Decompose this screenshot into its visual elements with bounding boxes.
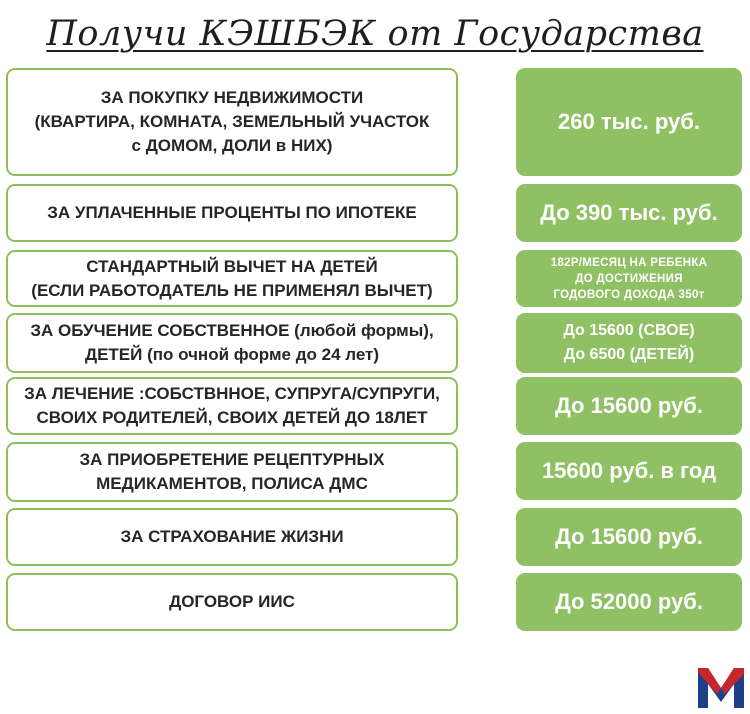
row-label-line: СВОИХ РОДИТЕЛЕЙ, СВОИХ ДЕТЕЙ ДО 18ЛЕТ xyxy=(36,408,428,427)
row-value xyxy=(516,377,742,435)
row-label xyxy=(6,508,458,566)
row-label-line: СТАНДАРТНЫЙ ВЫЧЕТ НА ДЕТЕЙ xyxy=(86,256,378,276)
row-value-line: До 52000 руб. xyxy=(555,589,703,614)
row-value xyxy=(516,250,742,307)
row-value xyxy=(516,508,742,566)
row-label-line: ЗА ЛЕЧЕНИЕ :СОБСТВННОЕ, СУПРУГА/СУПРУГИ, xyxy=(24,384,440,403)
row-value-line: До 15600 (СВОЕ) xyxy=(563,322,695,339)
row-label xyxy=(6,573,458,631)
m-logo-icon xyxy=(696,664,746,708)
row-label xyxy=(6,377,458,435)
row-value-line: ДО ДОСТИЖЕНИЯ xyxy=(575,272,683,285)
row-label xyxy=(6,68,458,176)
row-value-line: До 15600 руб. xyxy=(555,524,703,549)
row-label-line: ЗА ПОКУПКУ НЕДВИЖИМОСТИ xyxy=(100,88,364,107)
row-label xyxy=(6,184,458,242)
row-value xyxy=(516,313,742,373)
row-label-line: ДОГОВОР ИИС xyxy=(169,592,295,611)
row-value-line: До 15600 руб. xyxy=(555,393,703,418)
row-value-line: До 390 тыс. руб. xyxy=(540,200,718,225)
row-value-line: 182Р/МЕСЯЦ НА РЕБЕНКА xyxy=(550,256,708,269)
row-label-line: ЗА ПРИОБРЕТЕНИЕ РЕЦЕПТУРНЫХ xyxy=(79,450,385,469)
row-label-line: ЗА УПЛАЧЕННЫЕ ПРОЦЕНТЫ ПО ИПОТЕКЕ xyxy=(47,203,417,222)
row-label-line: ЗА ОБУЧЕНИЕ СОБСТВЕННОЕ (любой формы), xyxy=(30,321,434,340)
row-value-line: До 6500 (ДЕТЕЙ) xyxy=(563,346,695,363)
row-label-line: (ЕСЛИ РАБОТОДАТЕЛЬ НЕ ПРИМЕНЯЛ ВЫЧЕТ) xyxy=(31,280,433,300)
row-label-line: (КВАРТИРА, КОМНАТА, ЗЕМЕЛЬНЫЙ УЧАСТОК xyxy=(34,112,430,131)
row-value-line: 260 тыс. руб. xyxy=(558,109,700,134)
row-value xyxy=(516,184,742,242)
row-value-line: ГОДОВОГО ДОХОДА 350т xyxy=(553,288,705,301)
row-value-line: 15600 руб. в год xyxy=(541,458,717,483)
row-value xyxy=(516,442,742,500)
row-value xyxy=(516,573,742,631)
row-label xyxy=(6,313,458,373)
row-value xyxy=(516,68,742,176)
page-title: Получи КЭШБЭК от Государства xyxy=(46,14,704,54)
row-label xyxy=(6,250,458,307)
row-label xyxy=(6,442,458,502)
row-label-line: МЕДИКАМЕНТОВ, ПОЛИСА ДМС xyxy=(96,474,368,493)
row-label-line: с ДОМОМ, ДОЛИ в НИХ) xyxy=(131,136,333,155)
row-label-line: ЗА СТРАХОВАНИЕ ЖИЗНИ xyxy=(120,527,344,546)
row-label-line: ДЕТЕЙ (по очной форме до 24 лет) xyxy=(84,345,380,364)
